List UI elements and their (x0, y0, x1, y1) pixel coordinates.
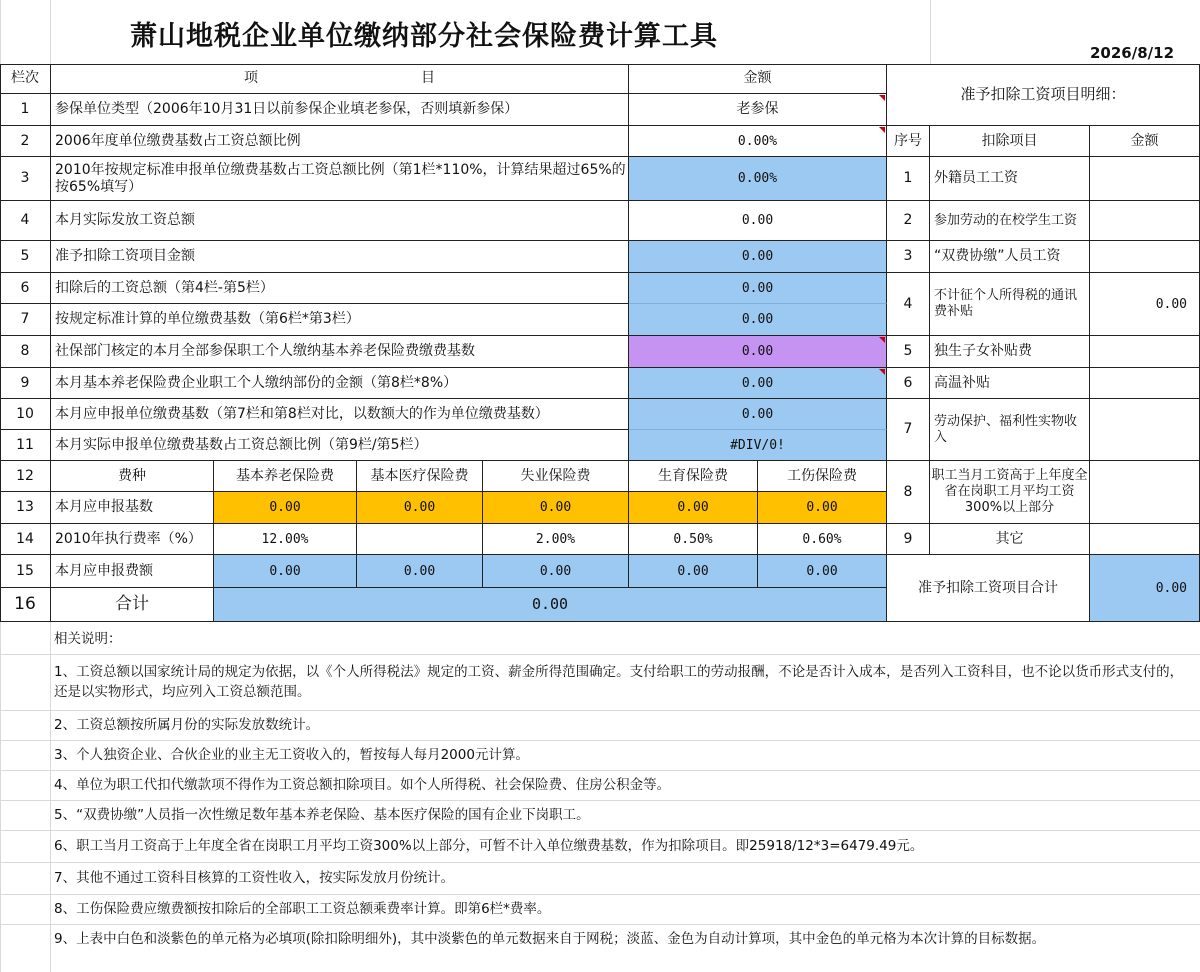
fee-label: 本月应申报费额 (51, 555, 214, 588)
row-no: 10 (0, 399, 51, 430)
ratio-2006-cell[interactable]: 0.00% (629, 126, 887, 157)
fee-maternity-cell: 0.00 (629, 555, 758, 588)
row-no: 11 (0, 430, 51, 461)
base-injury-cell: 0.00 (758, 492, 887, 524)
row-label: 本月实际申报单位缴费基数占工资总额比例（第9栏/第5栏） (51, 430, 629, 461)
ratio-2010-cell: 0.00% (629, 157, 887, 201)
deduction-item: 其它 (930, 524, 1090, 555)
rate-injury-cell[interactable]: 0.60% (758, 524, 887, 555)
row-no: 14 (0, 524, 51, 555)
deduction-no: 4 (887, 273, 930, 336)
fee-pension-cell: 0.00 (214, 555, 357, 588)
deduction-no: 5 (887, 336, 930, 368)
deduction-amount-input[interactable] (1090, 368, 1200, 399)
social-security-base-cell[interactable]: 0.00 (629, 336, 887, 368)
fee-unemployment-cell: 0.00 (483, 555, 629, 588)
deduction-no: 8 (887, 461, 930, 524)
declared-ratio-cell: #DIV/0! (629, 430, 887, 461)
note-item: 3、个人独资企业、合伙企业的业主无工资收入的，暂按每人每月2000元计算。 (54, 747, 529, 763)
row-no: 1 (0, 94, 51, 126)
base-unemployment-cell: 0.00 (483, 492, 629, 524)
rate-unemployment-cell[interactable]: 2.00% (483, 524, 629, 555)
row-no: 7 (0, 304, 51, 336)
fee-injury-cell: 0.00 (758, 555, 887, 588)
deduction-amount-value[interactable]: 0.00 (1090, 273, 1200, 336)
note-item: 1、工资总额以国家统计局的规定为依据，以《个人所得税法》规定的工资、薪金所得范围确定。支付给职工的劳动报酬，不论是否计入成本，是否列入工资科目，也不论以货币形式支付的，还是以实物形式，均应列入工资总额范围。 (54, 664, 1184, 700)
rate-medical-cell[interactable] (357, 524, 483, 555)
comment-marker (879, 337, 885, 343)
row-label: 按规定标准计算的单位缴费基数（第6栏*第3栏） (51, 304, 629, 336)
note-item: 5、“双费协缴”人员指一次性缴足数年基本养老保险、基本医疗保险的国有企业下岗职工。 (54, 807, 590, 823)
deduction-amount-cell: 0.00 (629, 241, 887, 273)
fee-header-medical: 基本医疗保险费 (357, 461, 483, 492)
deduction-item: 独生子女补贴费 (930, 336, 1090, 368)
deduction-total-label: 准予扣除工资项目合计 (887, 555, 1090, 622)
row-label: 本月实际发放工资总额 (51, 201, 629, 241)
comment-marker (879, 127, 885, 133)
deduction-amount-input[interactable] (1090, 157, 1200, 201)
deduction-title: 准予扣除工资项目明细： (887, 64, 1200, 126)
standard-base-cell: 0.00 (629, 304, 887, 336)
deduction-header-amount: 金额 (1090, 126, 1200, 157)
row-no: 2 (0, 126, 51, 157)
deduction-amount-input[interactable] (1090, 524, 1200, 555)
row-no: 16 (0, 588, 51, 622)
row-label: 本月应申报单位缴费基数（第7栏和第8栏对比，以数额大的作为单位缴费基数） (51, 399, 629, 430)
page-title: 萧山地税企业单位缴纳部分社会保险费计算工具 (130, 21, 718, 52)
comment-marker (879, 369, 885, 375)
total-value-cell: 0.00 (214, 588, 887, 622)
deduction-amount-input[interactable] (1090, 201, 1200, 241)
row-label: 本月基本养老保险费企业职工个人缴纳部份的金额（第8栏*8%） (51, 368, 629, 399)
note-item: 2、工资总额按所属月份的实际发放数统计。 (54, 717, 320, 733)
declared-base-cell: 0.00 (629, 399, 887, 430)
deduction-item: 职工当月工资高于上年度全省在岗职工月平均工资300%以上部分 (930, 461, 1090, 524)
deduction-item: 高温补贴 (930, 368, 1090, 399)
row-no: 12 (0, 461, 51, 492)
deduction-item: 劳动保护、福利性实物收入 (930, 399, 1090, 461)
base-maternity-cell: 0.00 (629, 492, 758, 524)
note-item: 7、其他不通过工资科目核算的工资性收入，按实际发放月份统计。 (54, 870, 455, 886)
pension-personal-cell: 0.00 (629, 368, 887, 399)
comment-marker (879, 95, 885, 101)
row-no: 6 (0, 273, 51, 304)
fee-medical-cell: 0.00 (357, 555, 483, 588)
fee-header-maternity: 生育保险费 (629, 461, 758, 492)
deduction-header-item: 扣除项目 (930, 126, 1090, 157)
participation-type-cell[interactable]: 老参保 (629, 94, 887, 126)
note-item: 8、工伤保险费应缴费额按扣除后的全部职工工资总额乘费率计算。即第6栏*费率。 (54, 901, 551, 917)
header-col-no: 栏次 (0, 64, 51, 94)
row-label: 准予扣除工资项目金额 (51, 241, 629, 273)
deduction-amount-input[interactable] (1090, 241, 1200, 273)
notes-heading: 相关说明： (54, 631, 122, 647)
header-item (51, 64, 629, 94)
deduction-header-no: 序号 (887, 126, 930, 157)
rate-maternity-cell[interactable]: 0.50% (629, 524, 758, 555)
deduction-item: 参加劳动的在校学生工资 (930, 201, 1090, 241)
row-no: 9 (0, 368, 51, 399)
date-cell: 2026/8/12 (1090, 44, 1175, 62)
deduction-no: 3 (887, 241, 930, 273)
deduction-no: 6 (887, 368, 930, 399)
total-wage-cell[interactable]: 0.00 (629, 201, 887, 241)
deduction-no: 7 (887, 399, 930, 461)
deduction-amount-input[interactable] (1090, 461, 1200, 524)
row-label: 2010年按规定标准申报单位缴费基数占工资总额比例（第1栏*110%，计算结果超过65%的按65%填写） (51, 157, 629, 201)
net-wage-cell: 0.00 (629, 273, 887, 304)
deduction-item: “双费协缴”人员工资 (930, 241, 1090, 273)
row-label: 参保单位类型（2006年10月31日以前参保企业填老参保，否则填新参保） (51, 94, 629, 126)
base-label: 本月应申报基数 (51, 492, 214, 524)
row-no: 13 (0, 492, 51, 524)
rate-pension-cell[interactable]: 12.00% (214, 524, 357, 555)
deduction-no: 1 (887, 157, 930, 201)
fee-header-unemployment: 失业保险费 (483, 461, 629, 492)
header-amount: 金额 (629, 64, 887, 94)
deduction-no: 2 (887, 201, 930, 241)
deduction-amount-input[interactable] (1090, 336, 1200, 368)
base-pension-cell: 0.00 (214, 492, 357, 524)
fee-type-label: 费种 (51, 461, 214, 492)
note-item: 9、上表中白色和淡紫色的单元格为必填项(除扣除明细外)，其中淡紫色的单元数据来自于网税；淡蓝、金色为自动计算项，其中金色的单元格为本次计算的目标数据。 (54, 931, 1046, 947)
fee-header-injury: 工伤保险费 (758, 461, 887, 492)
base-medical-cell: 0.00 (357, 492, 483, 524)
note-item: 6、职工当月工资高于上年度全省在岗职工月平均工资300%以上部分，可暂不计入单位缴费基数，作为扣除项目。即25918/12*3=6479.49元。 (54, 838, 924, 854)
row-label: 扣除后的工资总额（第4栏-第5栏） (51, 273, 629, 304)
row-no: 4 (0, 201, 51, 241)
header-item-2: 目 (421, 70, 435, 86)
deduction-no: 9 (887, 524, 930, 555)
row-no: 8 (0, 336, 51, 368)
deduction-item: 不计征个人所得税的通讯费补贴 (930, 273, 1090, 336)
rate-label: 2010年执行费率（%） (51, 524, 214, 555)
fee-header-pension: 基本养老保险费 (214, 461, 357, 492)
row-no: 15 (0, 555, 51, 588)
total-label: 合计 (51, 588, 214, 622)
deduction-total-value: 0.00 (1090, 555, 1200, 622)
deduction-item: 外籍员工工资 (930, 157, 1090, 201)
row-label: 社保部门核定的本月全部参保职工个人缴纳基本养老保险费缴费基数 (51, 336, 629, 368)
header-item-1: 项 (244, 70, 258, 86)
row-no: 5 (0, 241, 51, 273)
row-no: 3 (0, 157, 51, 201)
note-item: 4、单位为职工代扣代缴款项不得作为工资总额扣除项目。如个人所得税、社会保险费、住房公积金等。 (54, 777, 671, 793)
row-label: 2006年度单位缴费基数占工资总额比例 (51, 126, 629, 157)
deduction-amount-input[interactable] (1090, 399, 1200, 461)
